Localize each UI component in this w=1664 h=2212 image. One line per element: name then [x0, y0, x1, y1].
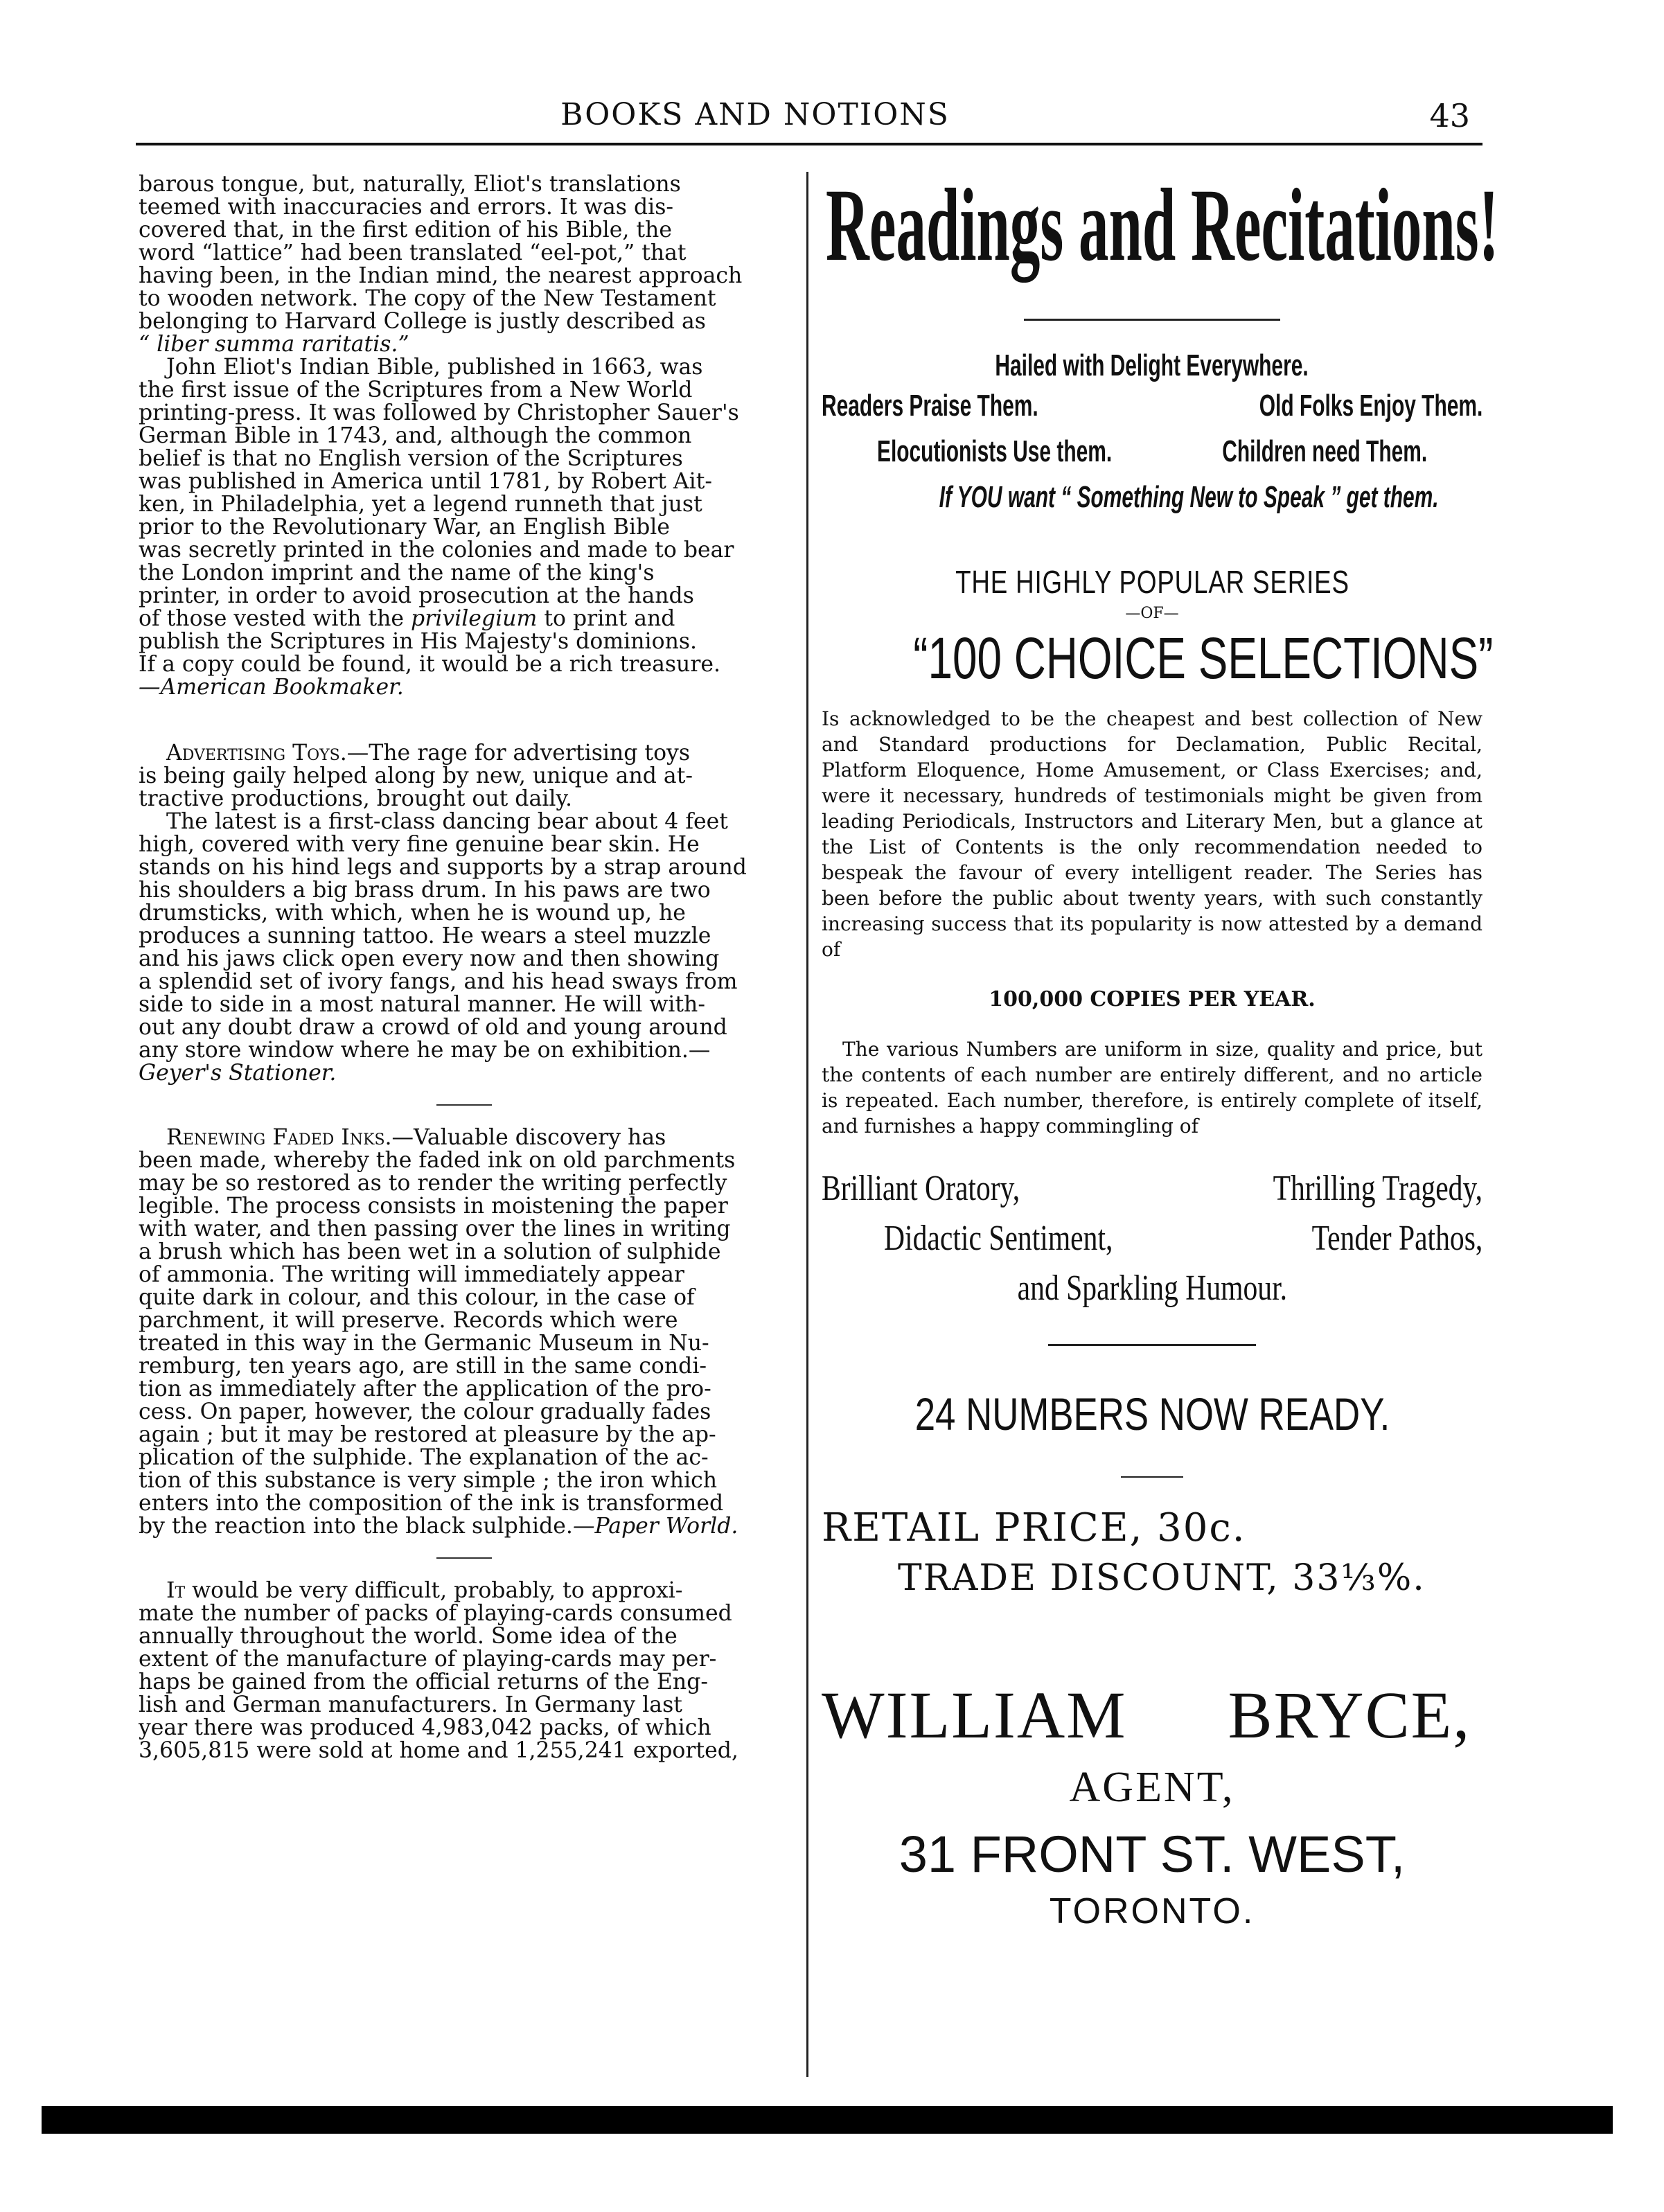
column-divider — [806, 172, 808, 2077]
ornamental-rule — [1121, 1476, 1183, 1478]
text-line: John Eliot's Indian Bible, published in 1663, was — [166, 355, 703, 380]
series-description: Is acknowledged to be the cheapest and best collection of New and Standard productions for Declamation, Public Recital, Platform Eloquence, Home Amusement, or Class Exercises; and, were it necessary, hundreds of testimonials might be given from leading Periodicals, Instructors and Literary Men, but a glance at the List of Contents is the only recommendation needed to bespeak the favour of every intelligent reader. The Series has been before the public about twenty years, with such constantly increasing success that its popularity is now attested by a demand of — [822, 707, 1482, 961]
text-line: may be so restored as to render the writing perfectly — [139, 1171, 727, 1196]
text-line: was published in America until 1781, by Robert Ait- — [139, 469, 713, 494]
text-line: a splendid set of ivory fangs, and his head sways from — [139, 969, 738, 994]
text-line: his shoulders a big brass drum. In his paws are two — [139, 878, 711, 903]
genre-item: Brilliant Oratory, — [822, 1169, 1020, 1208]
text-line: legible. The process consists in moistening the paper — [139, 1194, 728, 1219]
ad-headline: Readings and Recitations! — [826, 168, 1499, 283]
text-line: 3,605,815 were sold at home and 1,255,241 exported, — [139, 1738, 738, 1763]
text-line: by the reaction into the black sulphide.—Paper World. — [139, 1514, 738, 1539]
text-line: ken, in Philadelphia, yet a legend runneth that just — [139, 492, 702, 517]
series-intro: THE HIGHLY POPULAR SERIES — [955, 564, 1349, 600]
text-line: It would be very difficult, probably, to approxi- — [166, 1578, 683, 1603]
numbers-ready: 24 NUMBERS NOW READY. — [914, 1388, 1390, 1440]
ad-line: Old Folks Enjoy Them. — [1259, 389, 1482, 423]
genre-item: Didactic Sentiment, — [884, 1219, 1113, 1258]
running-header: BOOKS AND NOTIONS — [560, 97, 950, 132]
copies-per-year: 100,000 COPIES PER YEAR. — [989, 987, 1316, 1011]
text-line: prior to the Revolutionary War, an English Bible — [139, 515, 670, 540]
text-line: extent of the manufacture of playing-cards may per- — [139, 1647, 717, 1672]
text-line: cess. On paper, however, the colour gradually fades — [139, 1399, 711, 1424]
ad-tagline: Hailed with Delight Everywhere. — [995, 348, 1309, 382]
section-heading: Renewing Faded Inks. — [166, 1125, 392, 1150]
text-line: a brush which has been wet in a solution of sulphide — [139, 1239, 721, 1264]
header-rule — [136, 143, 1482, 145]
section-heading: Advertising Toys. — [166, 741, 347, 766]
article-faded-inks — [139, 1126, 790, 1538]
text-line: was secretly printed in the colonies and made to bear — [139, 538, 734, 563]
ad-line: If YOU want “ Something New to Speak ” get them. — [939, 480, 1439, 514]
genre-item: Tender Pathos, — [1311, 1219, 1482, 1258]
text-line: belief is that no English version of the Scriptures — [139, 446, 683, 471]
text-line: barous tongue, but, naturally, Eliot's translations — [139, 172, 681, 197]
text-line: haps be gained from the official returns of the Eng- — [139, 1670, 709, 1695]
text-line: stands on his hind legs and supports by a strap around — [139, 855, 747, 880]
text-line: enters into the composition of the ink is transformed — [139, 1491, 724, 1516]
source-credit: Geyer's Stationer. — [139, 1061, 337, 1086]
retail-price: RETAIL PRICE, 30c. — [822, 1505, 1246, 1550]
article-playing-cards — [139, 1580, 790, 1762]
text-line: the London imprint and the name of the king's — [139, 560, 655, 585]
text-line: publish the Scriptures in His Majesty's dominions. — [139, 629, 698, 654]
page-number: 43 — [1429, 97, 1470, 134]
text-line: of those vested with the privilegium to print and — [139, 606, 675, 631]
text-line: is being gaily helped along by new, unique and at- — [139, 763, 693, 788]
text-line: high, covered with very fine genuine bear skin. He — [139, 832, 700, 857]
text-line: any store window where he may be on exhibition.— — [139, 1038, 711, 1063]
text-line: of ammonia. The writing will immediately appear — [139, 1262, 684, 1287]
text-line: with water, and then passing over the lines in writing — [139, 1216, 731, 1241]
text-line: parchment, it will preserve. Records which were — [139, 1308, 678, 1333]
text-line: If a copy could be found, it would be a rich treasure. — [139, 652, 721, 677]
ad-line: Children need Them. — [1222, 434, 1427, 468]
text-line: again ; but it may be restored at pleasure by the ap- — [139, 1422, 716, 1447]
text-line: word “lattice” had been translated “eel-pot,” that — [139, 240, 687, 265]
text-line: covered that, in the first edition of his Bible, the — [139, 218, 672, 242]
text-line: side to side in a most natural manner. He will with- — [139, 992, 705, 1017]
series-title: “100 CHOICE SELECTIONS” — [913, 626, 1494, 691]
article-advertising-toys — [139, 742, 790, 1085]
text-line: the first issue of the Scriptures from a New World — [139, 378, 693, 402]
text-line: having been, in the Indian mind, the nearest approach — [139, 263, 743, 288]
text-line: tractive productions, brought out daily. — [139, 786, 573, 811]
section-separator — [436, 1104, 492, 1106]
of-label: —OF— — [1125, 605, 1179, 622]
ornamental-rule — [1048, 1344, 1256, 1346]
text-line: produces a sunning tattoo. He wears a steel muzzle — [139, 923, 711, 948]
source-credit: —American Bookmaker. — [139, 675, 404, 700]
text-line: lish and German manufacturers. In Germany last — [139, 1692, 682, 1717]
text-line: printing-press. It was followed by Christopher Sauer's — [139, 400, 739, 425]
agent-city: TORONTO. — [1049, 1891, 1255, 1931]
advertisement — [822, 168, 1499, 1932]
source-credit: —Paper World. — [572, 1514, 738, 1539]
text-line: The latest is a first-class dancing bear about 4 feet — [166, 809, 728, 834]
text-line: drumsticks, with which, when he is wound up, he — [139, 901, 686, 926]
text-line: quite dark in colour, and this colour, in the case of — [139, 1285, 695, 1310]
article-eliot-bible — [139, 173, 790, 699]
text-line: mate the number of packs of playing-cards consumed — [139, 1601, 732, 1626]
text-line: out any doubt draw a crowd of old and young around — [139, 1015, 727, 1040]
text-line: German Bible in 1743, and, although the common — [139, 423, 692, 448]
latin-quote: “ liber summa raritatis.” — [139, 332, 409, 357]
agent-address: 31 FRONT ST. WEST, — [899, 1825, 1406, 1883]
agent-name: WILLIAM BRYCE, — [822, 1678, 1471, 1752]
text-line: to wooden network. The copy of the New Testament — [139, 286, 716, 311]
footer-rule — [42, 2106, 1613, 2134]
text-line: plication of the sulphide. The explanation of the ac- — [139, 1445, 709, 1470]
text-line: Renewing Faded Inks.—Valuable discovery has — [166, 1125, 666, 1150]
section-separator — [436, 1557, 492, 1559]
left-column — [139, 173, 790, 1762]
text-line: teemed with inaccuracies and errors. It was dis- — [139, 195, 674, 220]
text-line: treated in this way in the Germanic Museum in Nu- — [139, 1331, 709, 1356]
trade-discount: TRADE DISCOUNT, 33⅓%. — [898, 1557, 1426, 1599]
genre-item: and Sparkling Humour. — [1017, 1268, 1287, 1308]
ornamental-rule — [1024, 319, 1280, 321]
text-line: been made, whereby the faded ink on old parchments — [139, 1148, 736, 1173]
agent-label: AGENT, — [1069, 1764, 1235, 1811]
text-line: annually throughout the world. Some idea of the — [139, 1624, 678, 1649]
text-line: printer, in order to avoid prosecution at the hands — [139, 583, 694, 608]
text-line: year there was produced 4,983,042 packs, of which — [139, 1715, 711, 1740]
text-line: tion of this substance is very simple ; the iron which — [139, 1468, 718, 1493]
text-line: remburg, ten years ago, are still in the same condi- — [139, 1354, 707, 1379]
text-line: and his jaws click open every now and then showing — [139, 946, 720, 971]
ad-line: Elocutionists Use them. — [877, 434, 1113, 468]
ad-line: Readers Praise Them. — [822, 389, 1038, 423]
text-line: belonging to Harvard College is justly described as — [139, 309, 706, 334]
numbers-description: The various Numbers are uniform in size, quality and price, but the contents of each number are entirely different, and no article is repeated. Each number, therefore, is entirely complete of itself, and furnishes a happy commingling of — [822, 1038, 1482, 1138]
genre-item: Thrilling Tragedy, — [1273, 1169, 1482, 1208]
text-line: Advertising Toys.—The rage for advertising toys — [166, 741, 691, 766]
text-line: tion as immediately after the application of the pro- — [139, 1377, 711, 1401]
